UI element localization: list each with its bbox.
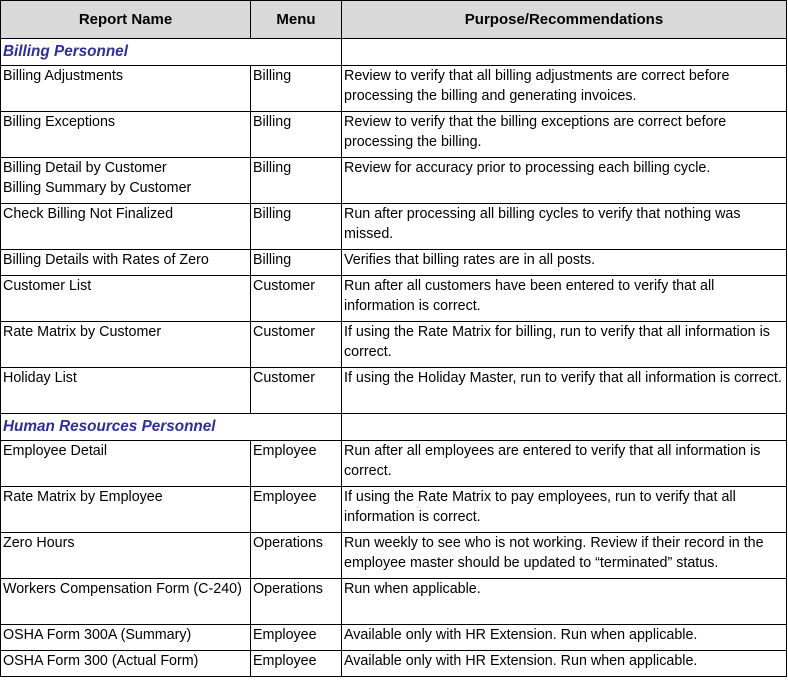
menu-cell: Customer	[251, 322, 342, 368]
purpose-cell: Review to verify that the billing exceptions are correct before processing the billing.	[342, 112, 787, 158]
section-empty-cell	[342, 414, 787, 441]
purpose-cell: Run after all employees are entered to verify that all information is correct.	[342, 441, 787, 487]
table-row	[1, 368, 787, 414]
table-row	[1, 487, 787, 533]
report-name-cell: Holiday List	[1, 368, 251, 414]
purpose-cell: If using the Holiday Master, run to verify that all information is correct.	[342, 368, 787, 414]
table-row	[1, 158, 787, 204]
menu-cell: Customer	[251, 368, 342, 414]
menu-cell: Operations	[251, 533, 342, 579]
report-name-cell: Billing Exceptions	[1, 112, 251, 158]
section-row-hr	[1, 414, 787, 441]
table-row	[1, 625, 787, 651]
menu-cell: Billing	[251, 66, 342, 112]
table-row	[1, 112, 787, 158]
purpose-cell: Verifies that billing rates are in all posts.	[342, 250, 787, 276]
table-row	[1, 250, 787, 276]
purpose-cell: Available only with HR Extension. Run when applicable.	[342, 625, 787, 651]
report-name-cell: Employee Detail	[1, 441, 251, 487]
table-row	[1, 441, 787, 487]
menu-cell: Billing	[251, 112, 342, 158]
purpose-cell: If using the Rate Matrix to pay employees, run to verify that all information is correct.	[342, 487, 787, 533]
table-row	[1, 204, 787, 250]
report-name-line: Billing Summary by Customer	[3, 180, 192, 196]
menu-cell: Employee	[251, 441, 342, 487]
header-row	[1, 1, 787, 39]
table-row	[1, 651, 787, 677]
report-name-cell: Customer List	[1, 276, 251, 322]
header-menu: Menu	[251, 1, 342, 39]
section-title: Human Resources Personnel	[1, 414, 342, 441]
menu-cell: Customer	[251, 276, 342, 322]
report-name-cell: Check Billing Not Finalized	[1, 204, 251, 250]
purpose-cell: Review for accuracy prior to processing each billing cycle.	[342, 158, 787, 204]
menu-cell: Billing	[251, 158, 342, 204]
header-report-name: Report Name	[1, 1, 251, 39]
header-purpose: Purpose/Recommendations	[342, 1, 787, 39]
purpose-cell: Run after all customers have been entered to verify that all information is correct.	[342, 276, 787, 322]
table-row	[1, 322, 787, 368]
menu-cell: Billing	[251, 204, 342, 250]
section-row-billing	[1, 39, 787, 66]
purpose-cell: If using the Rate Matrix for billing, run to verify that all information is correct.	[342, 322, 787, 368]
report-name-cell: Zero Hours	[1, 533, 251, 579]
report-name-cell: Billing Details with Rates of Zero	[1, 250, 251, 276]
table-row	[1, 533, 787, 579]
report-name-cell: Billing Adjustments	[1, 66, 251, 112]
report-name-cell: Rate Matrix by Employee	[1, 487, 251, 533]
report-name-cell: OSHA Form 300 (Actual Form)	[1, 651, 251, 677]
table-row	[1, 579, 787, 625]
report-name-line: Billing Detail by Customer	[3, 160, 167, 176]
purpose-cell: Run after processing all billing cycles to verify that nothing was missed.	[342, 204, 787, 250]
menu-cell: Billing	[251, 250, 342, 276]
report-name-cell: Workers Compensation Form (C-240)	[1, 579, 251, 625]
section-empty-cell	[342, 39, 787, 66]
table-row	[1, 276, 787, 322]
menu-cell: Employee	[251, 487, 342, 533]
purpose-cell: Run when applicable.	[342, 579, 787, 625]
report-name-cell	[1, 158, 251, 204]
menu-cell: Employee	[251, 651, 342, 677]
purpose-cell: Available only with HR Extension. Run when applicable.	[342, 651, 787, 677]
menu-cell: Operations	[251, 579, 342, 625]
table-row	[1, 66, 787, 112]
purpose-cell: Run weekly to see who is not working. Review if their record in the employee master should be updated to “terminated” status.	[342, 533, 787, 579]
purpose-cell: Review to verify that all billing adjustments are correct before processing the billing and generating invoices.	[342, 66, 787, 112]
report-name-cell: OSHA Form 300A (Summary)	[1, 625, 251, 651]
menu-cell: Employee	[251, 625, 342, 651]
report-name-cell: Rate Matrix by Customer	[1, 322, 251, 368]
section-title: Billing Personnel	[1, 39, 342, 66]
